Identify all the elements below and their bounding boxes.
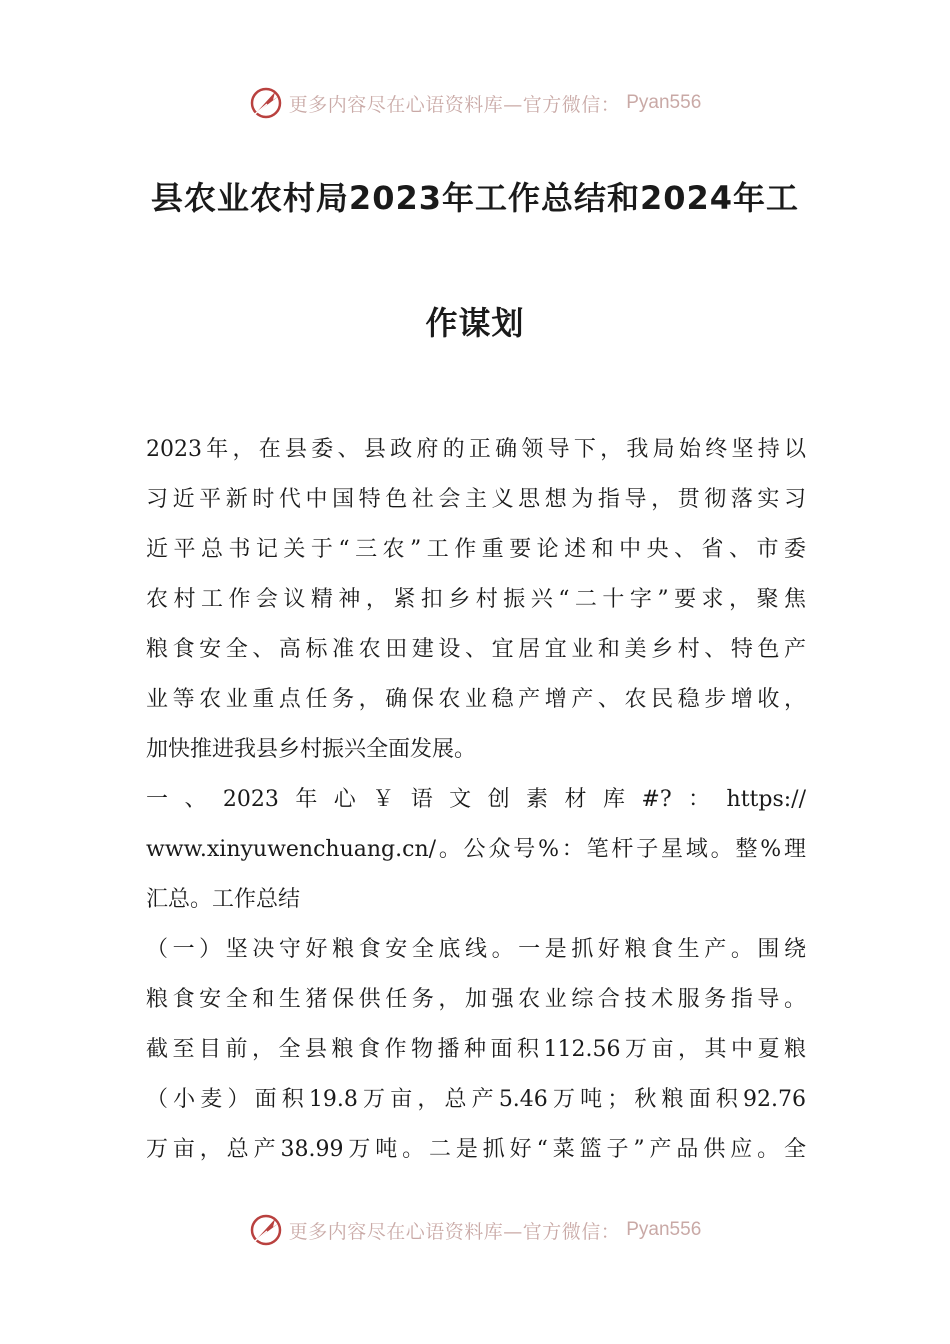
body-line: （一）坚决守好粮食安全底线。一是抓好粮食生产。围绕 <box>146 937 806 962</box>
footer-watermark <box>0 1210 950 1250</box>
document-title-line1: 县农业农村局2023年工作总结和2024年工 <box>150 179 800 217</box>
body-line: 农村工作会议精神，紧扣乡村振兴“二十字”要求，聚焦 <box>146 587 806 612</box>
watermark-text: 更多内容尽在心语资料库—官方微信： <box>288 93 621 116</box>
watermark-text: 更多内容尽在心语资料库—官方微信： <box>288 1220 621 1243</box>
watermark-brand: Pyan556 <box>626 1219 702 1240</box>
body-line: 一、2023年心￥语文创素材库#?：https:// <box>146 787 806 812</box>
body-line: 习近平新时代中国特色社会主义思想为指导，贯彻落实习 <box>146 487 806 512</box>
watermark-brand: Pyan556 <box>626 92 702 113</box>
body-line: 汇总。工作总结 <box>146 887 301 912</box>
body-line: 业等农业重点任务，确保农业稳产增产、农民稳步增收， <box>146 687 806 712</box>
body-line: 近平总书记关于“三农”工作重要论述和中央、省、市委 <box>146 537 806 562</box>
body-line: 加快推进我县乡村振兴全面发展。 <box>146 737 477 762</box>
body-line: 截至目前，全县粮食作物播种面积112.56万亩，其中夏粮 <box>146 1037 806 1062</box>
body-line: 2023年，在县委、县政府的正确领导下，我局始终坚持以 <box>146 437 806 462</box>
document-body <box>146 425 806 1175</box>
body-line: 万亩，总产38.99万吨。二是抓好“菜篮子”产品供应。全 <box>146 1137 806 1162</box>
quill-logo-icon <box>249 1213 283 1247</box>
quill-logo-icon <box>249 86 283 120</box>
header-watermark <box>0 83 950 123</box>
body-line: 粮食安全、高标准农田建设、宜居宜业和美乡村、特色产 <box>146 637 806 662</box>
body-line: 粮食安全和生猪保供任务，加强农业综合技术服务指导。 <box>146 987 806 1012</box>
body-line: www.xinyuwenchuang.cn/。公众号%：笔杆子星域。整%理 <box>146 837 806 862</box>
body-line: （小麦）面积19.8万亩，总产5.46万吨；秋粮面积92.76 <box>146 1087 806 1112</box>
document-title-line2: 作谋划 <box>425 304 525 342</box>
